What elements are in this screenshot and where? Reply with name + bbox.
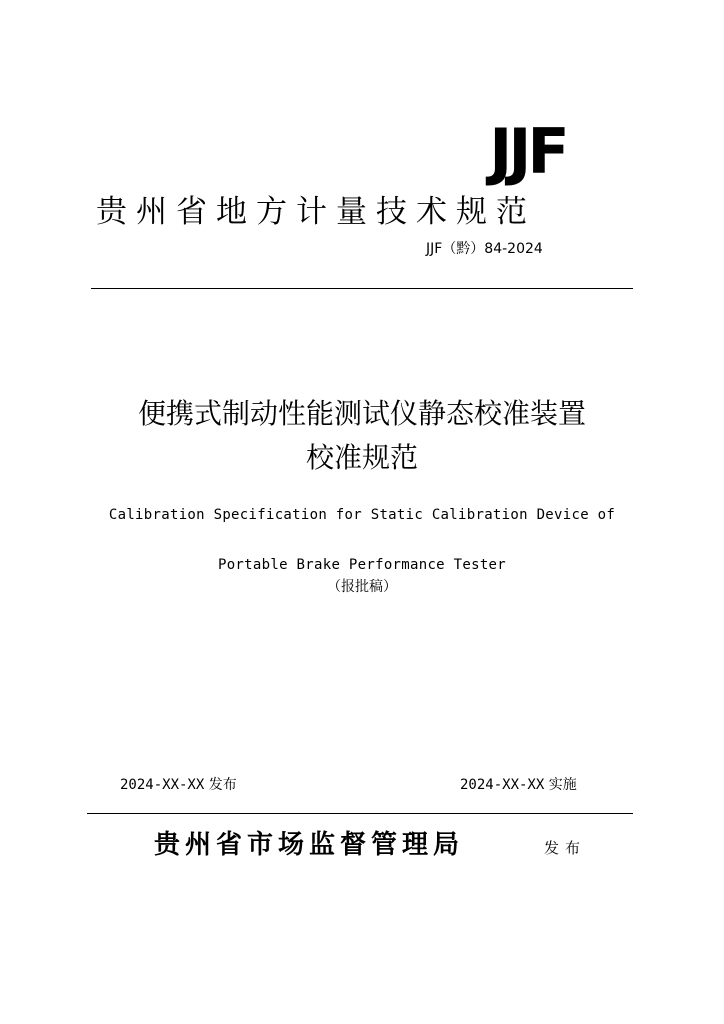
implement-date-line: [460, 776, 577, 794]
bottom-divider: [87, 813, 633, 814]
document-title-line1: 便携式制动性能测试仪静态校准装置: [137, 397, 586, 430]
logo-text: JJF: [489, 115, 566, 188]
issue-date-line: [120, 776, 237, 794]
issuing-authority-suffix: 发布: [544, 839, 587, 857]
implement-label: 实施: [548, 777, 577, 793]
jjf-logo: [453, 115, 602, 188]
issuing-authority: 贵州省市场监督管理局: [154, 830, 465, 860]
issue-date: 2024-XX-XX: [120, 777, 205, 793]
authority-name: 贵州省地方计量技术规范: [96, 194, 536, 230]
document-title-line2: 校准规范: [305, 441, 418, 474]
top-divider: [91, 288, 633, 289]
standard-number: JJF（黔）84-2024: [426, 241, 543, 257]
draft-status: （报批稿）: [327, 579, 397, 595]
implement-date: 2024-XX-XX: [460, 777, 545, 793]
issue-label: 发布: [208, 777, 237, 793]
english-title-line2: Portable Brake Performance Tester: [217, 557, 507, 573]
english-title-line1: Calibration Specification for Static Calibration Device of: [108, 507, 616, 523]
